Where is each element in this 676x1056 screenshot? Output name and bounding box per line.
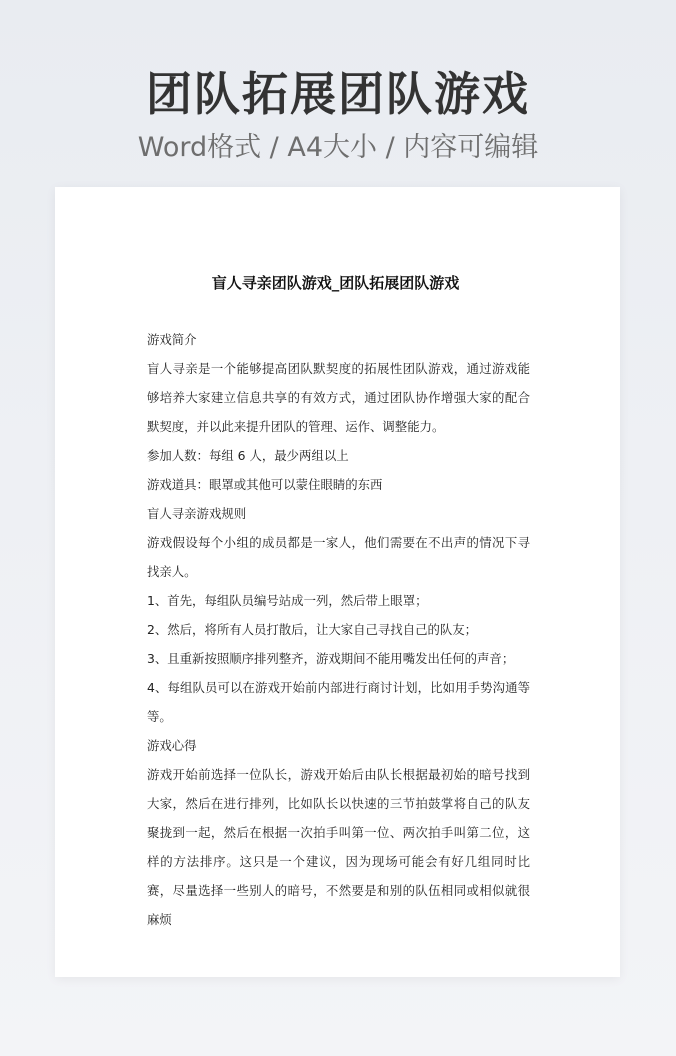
banner (0, 62, 676, 168)
rule-step-3: 3、且重新按照顺序排列整齐，游戏期间不能用嘴发出任何的声音； (147, 651, 515, 666)
section-heading-reflection: 游戏心得 (147, 738, 197, 753)
rule-step-4: 4、每组队员可以在游戏开始前内部进行商讨计划，比如用手势沟通等等。 (147, 680, 530, 724)
rule-step-2: 2、然后，将所有人员打散后，让大家自己寻找自己的队友； (147, 622, 478, 637)
banner-title: 团队拓展团队游戏 (146, 67, 530, 121)
section-heading-rules: 盲人寻亲游戏规则 (147, 506, 247, 521)
section-heading-intro: 游戏简介 (147, 332, 197, 347)
paragraph-rules-premise: 游戏假设每个小组的成员都是一家人，他们需要在不出声的情况下寻找亲人。 (147, 535, 530, 579)
paragraph-participants: 参加人数：每组 6 人，最少两组以上 (147, 448, 349, 463)
document-body (147, 272, 530, 934)
paragraph-props: 游戏道具：眼罩或其他可以蒙住眼睛的东西 (147, 477, 383, 492)
paragraph-reflection: 游戏开始前选择一位队长，游戏开始后由队长根据最初始的暗号找到大家，然后在进行排列，比如队长以快速的三节拍鼓掌将自己的队友聚拢到一起，然后在根据一次拍手叫第一位、两次拍手叫第二位，这样的方法排序。这只是一个建议，因为现场可能会有好几组同时比赛，尽量选择一些别人的暗号，不然要是和别的队伍相同或相似就很麻烦 (147, 767, 530, 927)
paragraph-intro: 盲人寻亲是一个能够提高团队默契度的拓展性团队游戏，通过游戏能够培养大家建立信息共享的有效方式，通过团队协作增强大家的配合默契度，并以此来提升团队的管理、运作、调整能力。 (147, 361, 530, 434)
document-page (55, 187, 620, 977)
rule-step-1: 1、首先，每组队员编号站成一列，然后带上眼罩； (147, 593, 428, 608)
banner-subtitle: Word格式 / A4大小 / 内容可编辑 (137, 132, 539, 163)
document-title: 盲人寻亲团队游戏_团队拓展团队游戏 (211, 274, 460, 292)
